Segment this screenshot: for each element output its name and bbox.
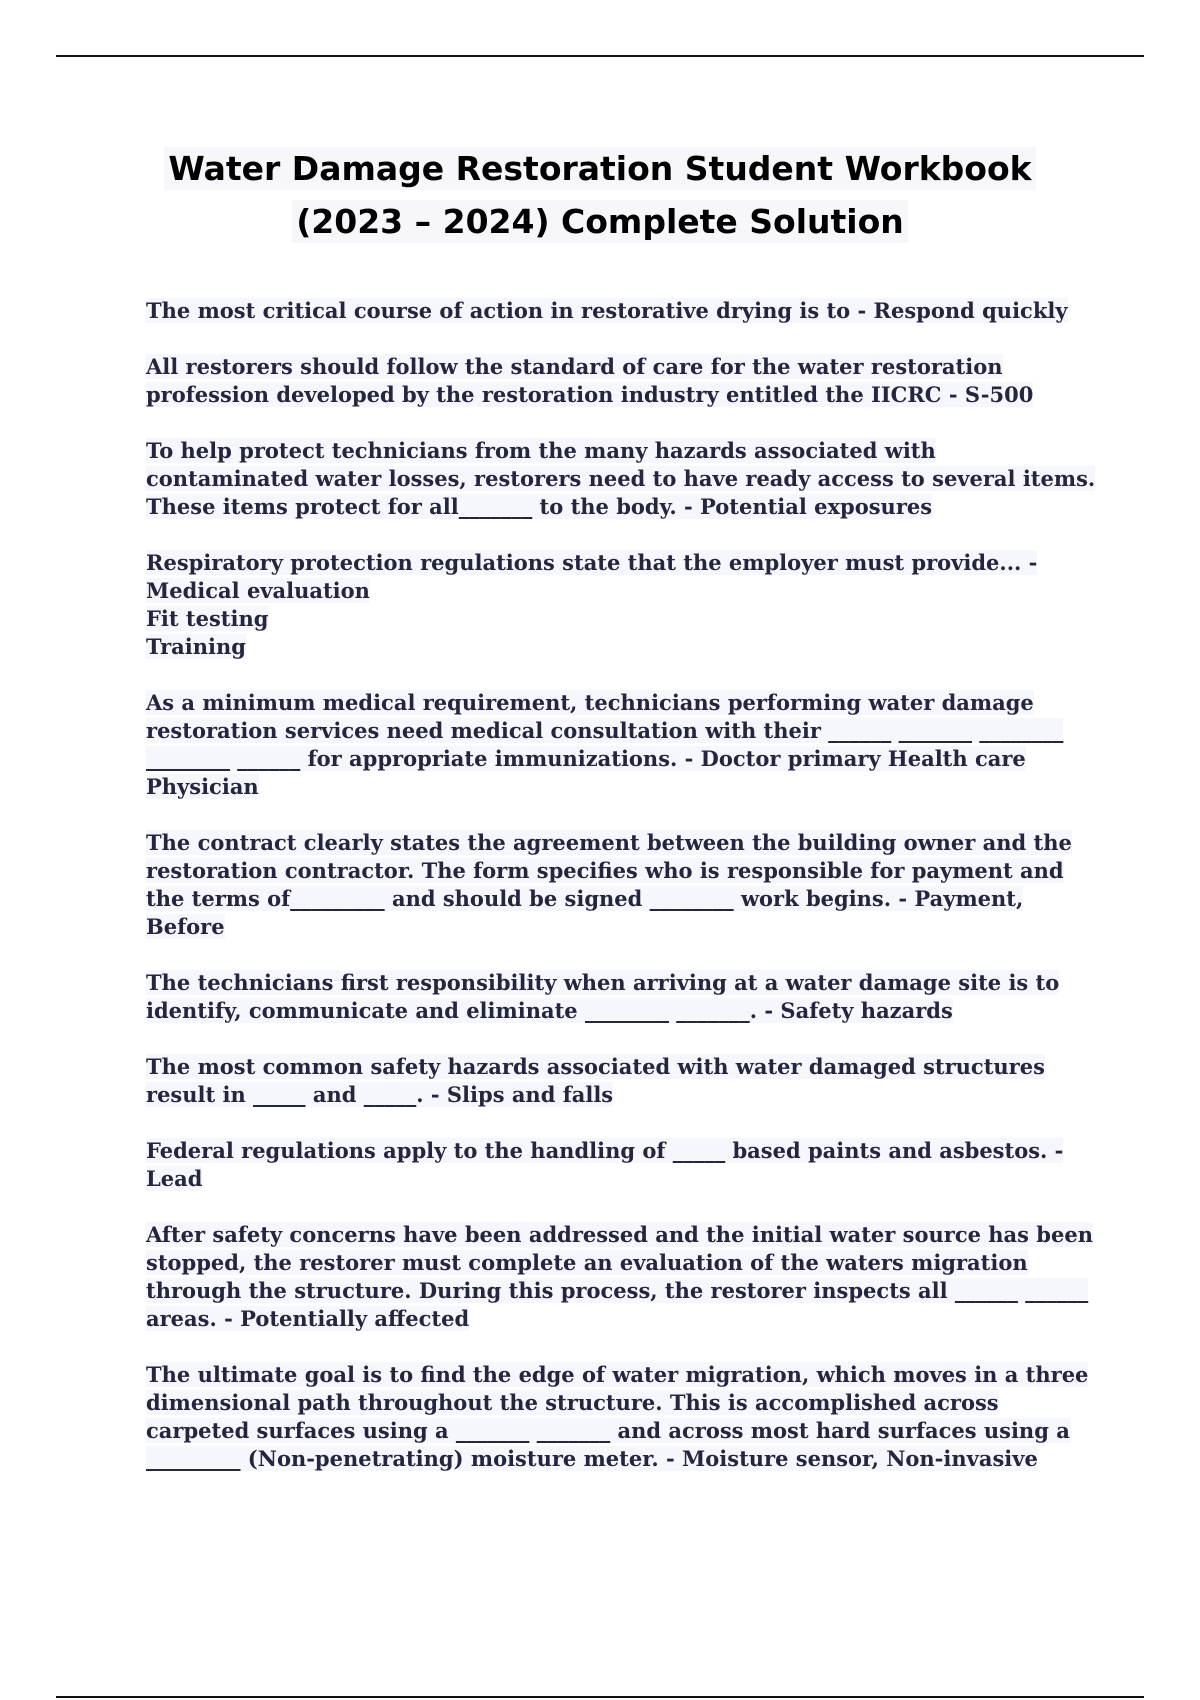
- qa-item: After safety concerns have been addressed and the initial water source has been stopped, the restorer must complete an evaluation of the waters migration through the structure. During this process, the restorer inspects all ______ ______ areas. - Potentially affected: [146, 1222, 1093, 1331]
- qa-item: The technicians first responsibility when arriving at a water damage site is to identify, communicate and eliminate ________ _______. - Safety hazards: [146, 970, 1060, 1023]
- qa-item: Respiratory protection regulations state that the employer must provide... - Medical evaluation Fit testing Training: [146, 550, 1038, 659]
- header-rule: [56, 55, 1144, 57]
- title-line-2: (2023 – 2024) Complete Solution: [292, 200, 908, 243]
- qa-item: The contract clearly states the agreement between the building owner and the restoration contractor. The form specifies who is responsible for payment and the terms of_________ and should be signed ________ work begins. - Payment, Before: [146, 830, 1072, 939]
- qa-item: The most common safety hazards associated with water damaged structures result in _____ and _____. - Slips and falls: [146, 1054, 1045, 1107]
- qa-item: The ultimate goal is to find the edge of water migration, which moves in a three dimensional path throughout the structure. This is accomplished across carpeted surfaces using a _______ _______ and across most hard surfaces using a _________ (Non-penetrating) moisture meter. - Moisture sensor, Non-invasive: [146, 1362, 1089, 1471]
- qa-list: [146, 297, 1096, 1501]
- footer-rule: [56, 1696, 1144, 1698]
- title-line-1: Water Damage Restoration Student Workbook: [164, 147, 1035, 190]
- qa-item: As a minimum medical requirement, technicians performing water damage restoration services need medical consultation with their ______ _______ ________ ________ ______ for appropriate immunizations. - Doctor primary Health care Physician: [146, 690, 1064, 799]
- qa-item: The most critical course of action in restorative drying is to - Respond quickly: [146, 298, 1068, 323]
- document-title: [60, 142, 1140, 248]
- qa-item: To help protect technicians from the many hazards associated with contaminated water losses, restorers need to have ready access to several items. These items protect for all_______ to the body. - Potential exposures: [146, 438, 1096, 519]
- qa-item: All restorers should follow the standard of care for the water restoration profession developed by the restoration industry entitled the IICRC - S-500: [146, 354, 1034, 407]
- qa-item: Federal regulations apply to the handling of _____ based paints and asbestos. - Lead: [146, 1138, 1064, 1191]
